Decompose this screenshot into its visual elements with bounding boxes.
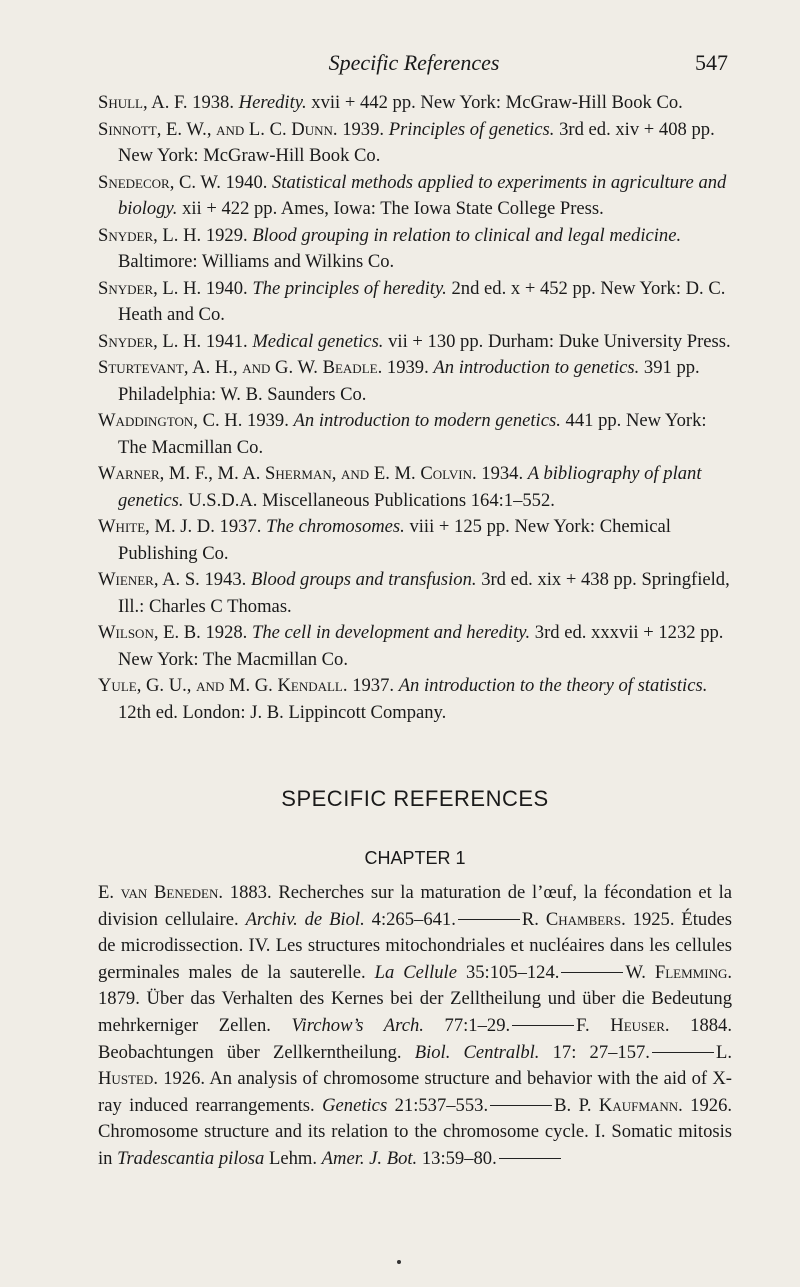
chapter-ref-journal: Biol. Centralbl. — [414, 1041, 540, 1063]
reference-title: Medical genetics. — [252, 330, 384, 352]
chapter-ref-journal: La Cellule — [374, 961, 457, 983]
reference-year: 1939. — [386, 357, 429, 378]
reference-year: 1937. — [352, 675, 395, 696]
reference-details: 3rd ed. xxxvii + 1232 pp. New York: The Macmillan Co. — [118, 622, 724, 670]
reference-entry — [98, 408, 732, 461]
reference-author: Wilson, E. B. — [98, 622, 201, 643]
reference-entry — [98, 329, 732, 356]
reference-title: A bibliography of plant genetics. — [118, 463, 702, 511]
reference-title: Statistical methods applied to experiments in agriculture and biology. — [118, 171, 727, 219]
reference-entry — [98, 90, 732, 117]
reference-title: An introduction to modern genetics. — [293, 410, 561, 431]
reference-details: U.S.D.A. Miscellaneous Publications 164:1–552. — [188, 489, 555, 511]
reference-entry — [98, 673, 732, 726]
reference-title: Heredity. — [238, 92, 307, 113]
reference-details: 3rd ed. xiv + 408 pp. New York: McGraw-Hill Book Co. — [118, 118, 715, 166]
chapter-ref-text: 1879. Über das Verhalten des Kernes bei der Zelltheilung und über die Bedeutung mehrkerniger Zellen. — [98, 988, 732, 1036]
reference-details: 2nd ed. x + 452 pp. New York: D. C. Heath and Co. — [118, 277, 726, 325]
chapter-ref-text: 1883. Recherches sur la maturation de l’œuf, la fécondation et la division cellulaire. — [98, 882, 733, 930]
reference-entry — [98, 461, 732, 514]
reference-list — [98, 90, 732, 726]
page-mark — [397, 1260, 401, 1264]
section-title: SPECIFIC REFERENCES — [281, 786, 549, 811]
entry-separator — [561, 972, 623, 973]
reference-details: xvii + 442 pp. New York: McGraw-Hill Book Co. — [311, 92, 683, 113]
reference-year: 1941. — [205, 330, 248, 352]
chapter-ref-author: F. Heuser. — [576, 1014, 670, 1036]
reference-year: 1940. — [225, 171, 268, 193]
reference-details: 391 pp. Philadelphia: W. B. Saunders Co. — [118, 357, 700, 405]
entry-separator — [512, 1025, 574, 1026]
page-number: 547 — [695, 50, 728, 75]
chapter-ref-journal: Archiv. de Biol. — [245, 908, 365, 930]
reference-author: Snedecor, C. W. — [98, 171, 221, 193]
chapter-ref-journal: Tradescantia pilosa — [117, 1147, 265, 1169]
chapter-ref-author: L. Husted. — [98, 1041, 732, 1090]
chapter-ref-journal: Genetics — [322, 1094, 388, 1116]
reference-title: Blood groups and transfusion. — [250, 569, 477, 590]
entry-separator — [458, 919, 520, 920]
reference-author: Wiener, A. S. — [98, 569, 200, 590]
reference-author: Yule, G. U., and M. G. Kendall. — [98, 675, 348, 696]
chapter-ref-cite: 77:1–29. — [423, 1014, 511, 1036]
reference-year: 1929. — [205, 224, 248, 246]
reference-title: The principles of heredity. — [252, 277, 447, 299]
reference-author: Warner, M. F., M. A. Sherman, and E. M. Colvin. — [98, 463, 477, 484]
chapter-ref-author: R. Chambers. — [521, 908, 626, 930]
chapter-ref-cite: Lehm. — [264, 1147, 322, 1169]
entry-separator — [499, 1158, 561, 1159]
reference-year: 1928. — [205, 622, 248, 643]
reference-author: White, M. J. D. — [98, 516, 215, 537]
reference-year: 1939. — [342, 118, 385, 140]
chapter-ref-cite: 35:105–124. — [456, 961, 560, 983]
chapter-ref-cite: 21:537–553. — [387, 1094, 489, 1116]
reference-year: 1940. — [205, 277, 248, 299]
reference-details: xii + 422 pp. Ames, Iowa: The Iowa State College Press. — [182, 198, 604, 219]
reference-author: Sturtevant, A. H., and G. W. Beadle. — [98, 357, 383, 378]
reference-author: Snyder, L. H. — [98, 330, 202, 352]
entry-separator — [652, 1052, 714, 1053]
reference-details: 12th ed. London: J. B. Lippincott Company. — [118, 701, 447, 723]
chapter-ref-journal: Amer. J. Bot. — [321, 1147, 418, 1169]
chapter-ref-author: W. Flemming. — [625, 961, 732, 983]
reference-entry — [98, 170, 732, 223]
reference-entry — [98, 117, 732, 170]
chapter-ref-journal: Virchow’s Arch. — [291, 1014, 424, 1036]
entry-separator — [490, 1105, 552, 1106]
reference-year: 1938. — [192, 92, 234, 113]
chapter-ref-author: B. P. Kaufmann. — [554, 1094, 683, 1116]
reference-details: viii + 125 pp. New York: Chemical Publishing Co. — [118, 516, 671, 564]
reference-entry — [98, 567, 732, 620]
reference-author: Snyder, L. H. — [98, 277, 202, 299]
reference-entry — [98, 620, 732, 673]
chapter-ref-cite: 17: 27–157. — [539, 1041, 650, 1063]
chapter-ref-text: 1926. Chromosome structure and its relation to the chromosome cycle. I. Somatic mitosis in — [98, 1094, 733, 1169]
reference-title: The chromosomes. — [266, 516, 405, 537]
reference-title: An introduction to the theory of statistics. — [398, 675, 708, 696]
reference-details: Baltimore: Williams and Wilkins Co. — [118, 251, 395, 272]
chapter-ref-text: 1925. Études de microdissection. IV. Les structures mitochondriales et nucléaires dans les cellules germinales males de la sauterelle. — [98, 908, 733, 983]
reference-author: Sinnott, E. W., and L. C. Dunn. — [98, 118, 338, 140]
reference-entry — [98, 355, 732, 408]
running-title: Specific References — [328, 50, 500, 75]
reference-year: 1937. — [219, 516, 262, 537]
page-header — [100, 50, 728, 80]
reference-title: Principles of genetics. — [388, 118, 555, 140]
reference-details: 3rd ed. xix + 438 pp. Springfield, Ill.: Charles C Thomas. — [118, 569, 730, 617]
reference-year: 1939. — [247, 410, 289, 431]
reference-entry — [98, 276, 732, 329]
chapter-ref-text: 1926. An analysis of chromosome structure and behavior with the aid of X-ray induced rearrangements. — [98, 1068, 732, 1116]
reference-entry — [98, 223, 732, 276]
reference-details: 441 pp. New York: The Macmillan Co. — [118, 410, 707, 458]
reference-year: 1934. — [481, 463, 524, 484]
reference-author: Waddington, C. H. — [98, 410, 243, 431]
reference-details: vii + 130 pp. Durham: Duke University Press. — [388, 330, 731, 352]
reference-title: The cell in development and heredity. — [251, 622, 531, 643]
reference-year: 1943. — [204, 569, 247, 590]
chapter-ref-cite: 13:59–80. — [417, 1147, 497, 1169]
chapter-references — [98, 880, 732, 1173]
chapter-ref-text: 1884. Beobachtungen über Zellkerntheilung. — [98, 1014, 732, 1063]
reference-title: An introduction to genetics. — [433, 357, 640, 378]
chapter-title: CHAPTER 1 — [364, 848, 466, 868]
reference-title: Blood grouping in relation to clinical and legal medicine. — [252, 224, 682, 246]
chapter-ref-author: E. van Beneden. — [98, 882, 224, 903]
reference-author: Snyder, L. H. — [98, 224, 202, 246]
reference-entry — [98, 514, 732, 567]
reference-author: Shull, A. F. — [98, 92, 188, 113]
chapter-ref-cite: 4:265–641. — [364, 908, 456, 930]
